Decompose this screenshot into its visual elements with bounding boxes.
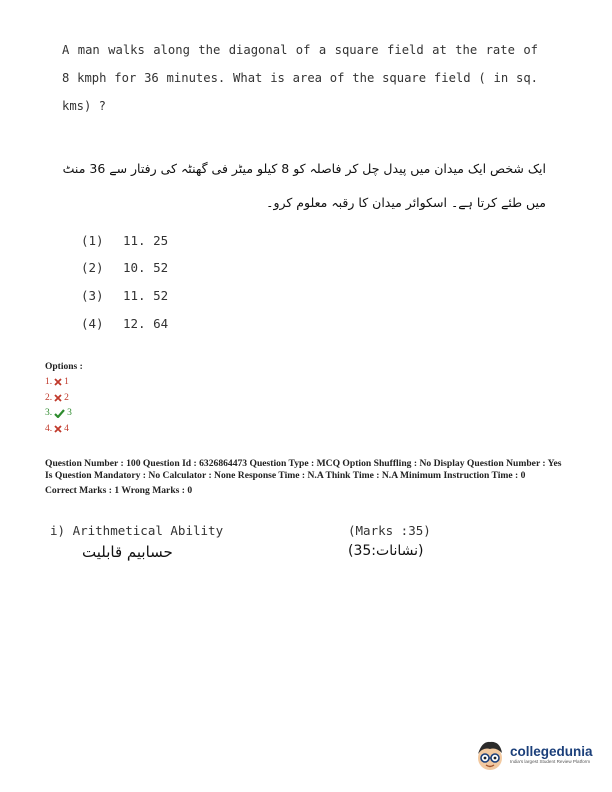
check-icon bbox=[54, 409, 65, 418]
option-item bbox=[45, 424, 69, 434]
choice-number: (3) bbox=[81, 288, 104, 303]
option-prefix: 1. bbox=[45, 377, 53, 387]
choice-value: 11. 52 bbox=[123, 288, 169, 303]
section-title: i) Arithmetical Ability bbox=[50, 523, 224, 538]
choice-value: 10. 52 bbox=[123, 260, 169, 275]
mascot-icon bbox=[474, 738, 506, 772]
option-prefix: 3. bbox=[45, 408, 53, 418]
question-text-urdu: ایک شخص ایک میدان میں پیدل چل کر فاصلہ کو 8 کیلو میٹر فی گھنٹہ کی رفتار سے 36 منٹ میں طئے کرتا ہے۔ اسکوائر میدان کا رقبہ معلوم کرو۔ bbox=[62, 161, 546, 210]
option-prefix: 2. bbox=[45, 393, 53, 403]
question-metadata bbox=[45, 458, 565, 496]
cross-icon bbox=[54, 378, 62, 386]
metadata-line: Question Number : 100 Question Id : 6326864473 Question Type : MCQ Option Shuffling : No Display Question Number : Yes Is Question Mandatory : No Calculator : None Response Time : N.A Think Time : N.A Minimum Instruction Time : 0 bbox=[45, 458, 562, 481]
question-text-english: A man walks along the diagonal of a square field at the rate of 8 kmph for 36 minutes. What is area of the square field ( in sq. kms) ? bbox=[62, 43, 538, 113]
option-item bbox=[45, 377, 69, 387]
section-title-urdu: حسابیم قابلیت bbox=[82, 543, 173, 561]
answer-choice bbox=[81, 260, 168, 275]
collegedunia-logo bbox=[474, 738, 593, 772]
choice-value: 11. 25 bbox=[123, 233, 169, 248]
option-label: 2 bbox=[64, 393, 69, 403]
option-label: 4 bbox=[64, 424, 69, 434]
answer-choice bbox=[81, 233, 168, 248]
option-label: 3 bbox=[67, 408, 72, 418]
section-marks-urdu: (نشانات:35) bbox=[348, 543, 424, 559]
section-marks: (Marks :35) bbox=[348, 523, 431, 538]
option-item bbox=[45, 408, 72, 418]
option-prefix: 4. bbox=[45, 424, 53, 434]
marks-line: Correct Marks : 1 Wrong Marks : 0 bbox=[45, 484, 193, 496]
answer-choice bbox=[81, 316, 168, 331]
choice-number: (4) bbox=[81, 316, 104, 331]
brand-tagline: India's largest Student Review Platform bbox=[510, 759, 591, 764]
option-label: 1 bbox=[64, 377, 69, 387]
choice-value: 12. 64 bbox=[123, 316, 169, 331]
options-heading: Options : bbox=[45, 362, 83, 372]
cross-icon bbox=[54, 394, 62, 402]
choice-number: (2) bbox=[81, 260, 104, 275]
option-item bbox=[45, 393, 69, 403]
answer-choice bbox=[81, 288, 168, 303]
brand-name: collegedunia bbox=[510, 744, 593, 759]
cross-icon bbox=[54, 425, 62, 433]
choice-number: (1) bbox=[81, 233, 104, 248]
